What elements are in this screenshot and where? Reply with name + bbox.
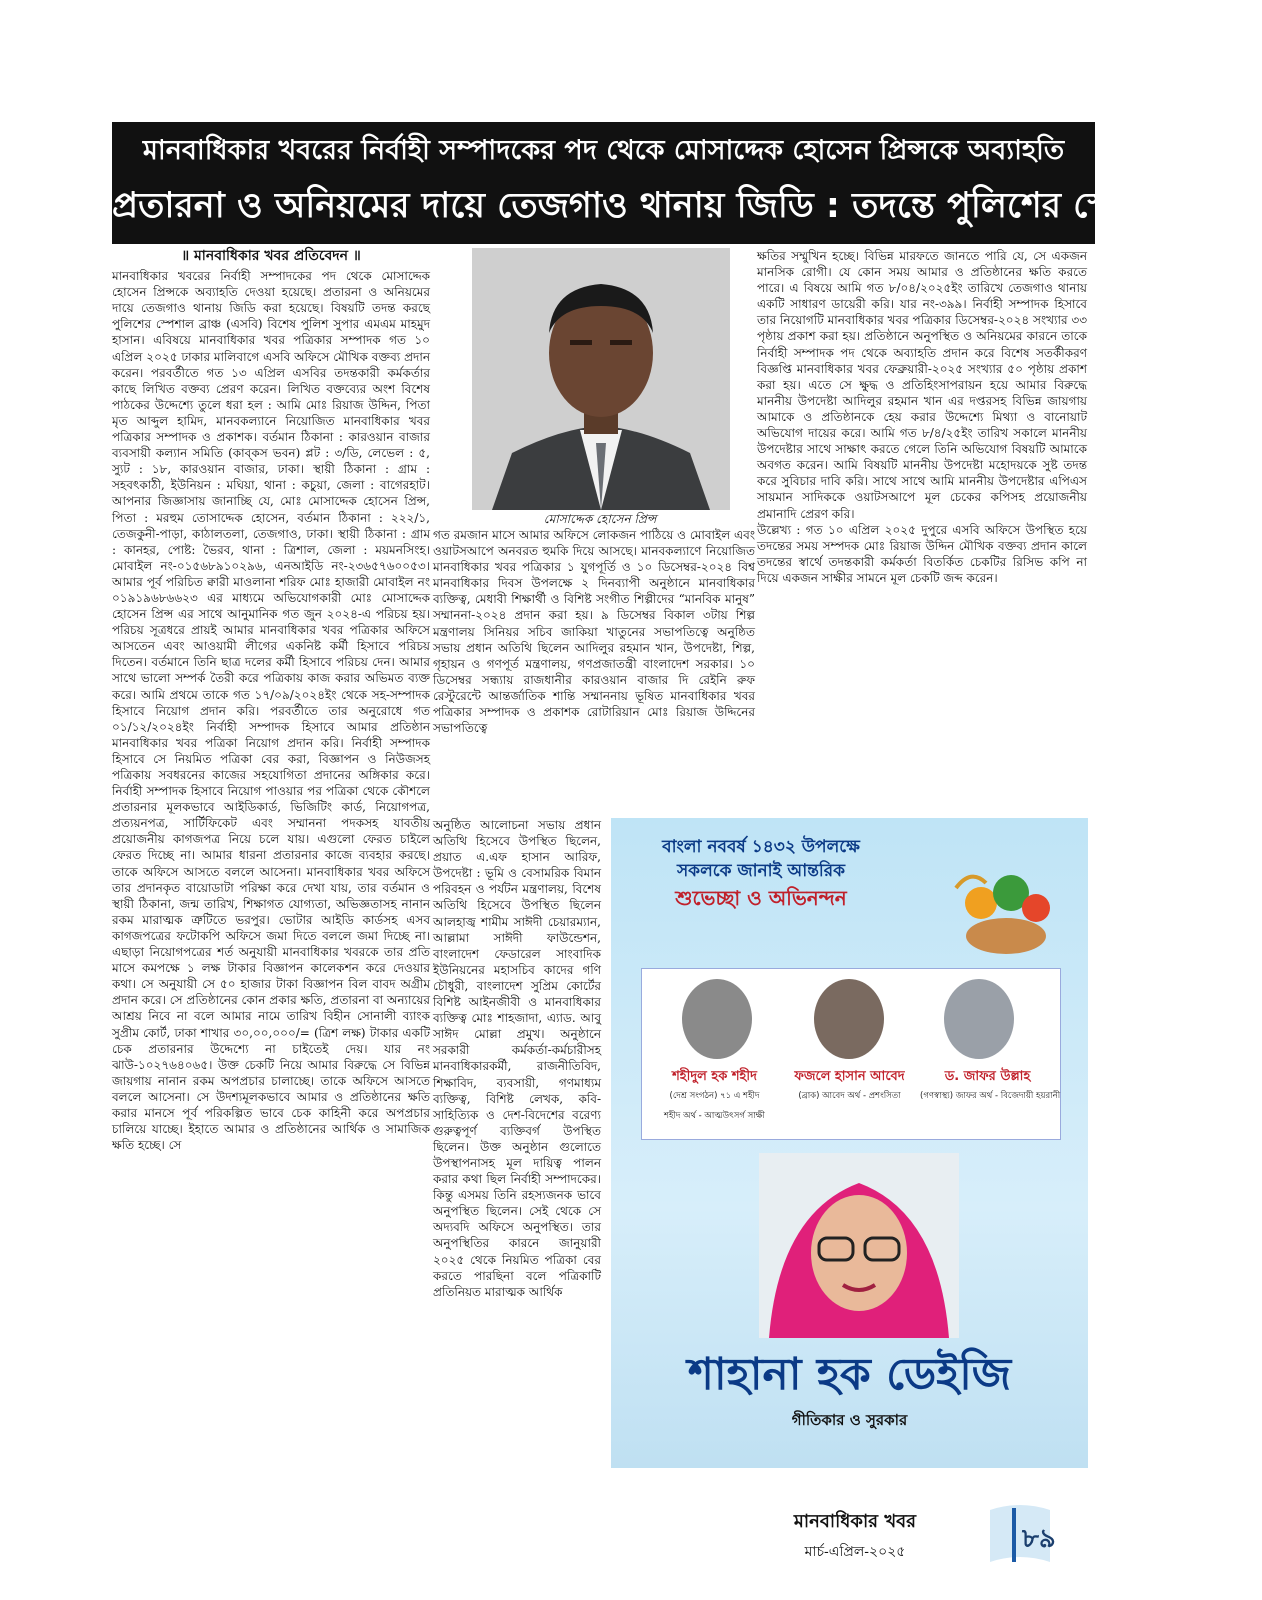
tribute-sub-1a: (দেশ্র সংগঠন) ৭১ এ শহীদ [669, 1091, 760, 1101]
column-2-text-narrow: অনুষ্ঠিত আলোচনা সভায় প্রধান অতিথি হিসেবে উপস্থিত ছিলেন, প্রয়াত এ.এফ হাসান আরিফ, উপদেষ্টা : ভূমি ও বেসামরিক বিমান পরিবহন ও পর্যটন মন্ত্রণালয়, বিশেষ অতিথি হিসেবে উপস্থিত ছিলেন আলহাজ্ব শামীম সাঈদী চেয়ারম্যান, আল্লামা সাঈদী ফাউন্ডেশন, বাংলাদেশ ফেডারেল সাংবাদিক ইউনিয়নের মহাসচিব কাদের গণি চৌধুরী, বাংলাদেশ সুপ্রিম কোর্টের বিশিষ্ট আইনজীবী ও মানবাধিকার ব্যক্তিত্ব মোঃ শাহজাদা, এ্যাড. আবু সাঈদ মোল্লা প্রমুখ। অনুষ্ঠানে সরকারী কর্মকর্তা-কর্মচারীসহ মানবাধিকারকর্মী, রাজনীতিবিদ, শিক্ষাবিদ, ব্যবসায়ী, গণমাধ্যম ব্যক্তিত্ব, বিশিষ্ট লেখক, কবি-সাহিত্যিক ও দেশ-বিদেশের বরেণ্য গুরুত্বপূর্ণ ব্যক্তিবর্গ উপস্থিত ছিলেন। উক্ত অনুষ্ঠান গুলোতে উপস্থাপনাসহ মূল দায়িত্ব পালন করার কথা ছিল নির্বাহী সম্পাদকের। কিন্তু এসময় তিনি রহস্যজনক ভাবে অনুপস্থিত ছিলেন। সেই থেকে সে অদ্যবদি অফিসে অনুপস্থিত। তার অনুপস্থিতির কারনে জানুয়ারী ২০২৫ থেকে নিয়মিত পত্রিকা বের করতে পারছিনা বলে পত্রিকাটি প্রতিনিয়ত মারাত্মক আর্থিক [433, 818, 601, 1299]
column-3-text-2: উল্লেখ্য : গত ১০ এপ্রিল ২০২৫ দুপুরে এসবি অফিসে উপস্থিত হয়ে তদন্তের সময় সম্পদক মোঃ রিয়াজ উদ্দিন মৌখিক বক্তব্য প্রদান কালে তদন্তের স্বার্থে তদন্তকারী কর্মকর্তা বিতর্কিত চেকটির রিসিভ কপি না দিয়ে একজন সাক্ষীর সামনে মূল চেকটি জব্দ করেন। [757, 522, 1087, 585]
tribute-name-1: শহীদুল হক শহীদ [672, 1069, 757, 1084]
portrait-photo [472, 248, 730, 510]
tribute-name-3: ড. জাফর উল্লাহ [944, 1069, 1031, 1084]
headline-line-1: মানবাধিকার খবরের নির্বাহী সম্পাদকের পদ থেকে মোসাদ্দেক হোসেন প্রিন্সকে অব্যাহতি [142, 135, 1065, 166]
tribute-sub-2: (ব্রাক) আবেদ অর্থ - প্রশংসিতা [798, 1091, 901, 1101]
byline: ॥ মানবাধিকার খবর প্রতিবেদন ॥ [181, 248, 361, 264]
article-column-3 [757, 248, 1087, 768]
tribute-sub-1b: শহীদ অর্থ - আত্মউৎসর্গ সাক্ষী [664, 1111, 765, 1121]
portrait-illustration [472, 248, 730, 510]
songwriter-name: শাহানা হক ডেইজি [687, 1349, 1012, 1400]
tribute-portrait-3 [944, 979, 1014, 1059]
photo-caption: মোসাদ্দেক হোসেন প্রিন্স [543, 512, 657, 526]
article-column-2-narrow [433, 817, 601, 1467]
page-number-block [990, 1500, 1090, 1570]
tribute-panel [641, 968, 1061, 1140]
headline-line-2: প্রতারনা ও অনিয়মের দায়ে তেজগাও থানায় জিডি : তদন্তে পুলিশের স্পেশাল ব্রাঞ্চ [112, 186, 1262, 226]
headline-banner [112, 122, 1262, 244]
tribute-portrait-1 [682, 979, 752, 1059]
issue-date: মার্চ-এপ্রিল-২০২৫ [804, 1544, 906, 1560]
column-1-text: মানবাধিকার খবরের নির্বাহী সম্পাদকের পদ থেকে মোসাদ্দেক হোসেন প্রিন্সকে অব্যাহতি দেওয়া হয়েছে। প্রতারনা ও অনিয়মের দায়ে তেজগাও থানায় জিডি করা হয়েছে। বিষয়টি তদন্ত করছে পুলিশের স্পেশাল ব্রাঞ্চ (এসবি) বিশেষ পুলিশ সুপার এমএম মাহমুদ হাসান। এবিষয়ে মানবাধিকার খবর পত্রিকার সম্পাদক গত ১০ এপ্রিল ২০২৫ ঢাকার মালিবাগে এসবি অফিসে মৌখিক বক্তব্য প্রদান করেন। পরবর্তীতে গত ১৩ এপ্রিল এসবির তদন্তকারী কর্মকর্তার কাছে লিখিত বক্তব্য প্রেরণ করেন। লিখিত বক্তব্যের অংশ বিশেষ পাঠকের উদ্দেশ্যে তুলে ধরা হল : আমি মোঃ রিয়াজ উদ্দিন, পিতা মৃত আব্দুল হামিদ, মানবকল্যানে নিয়োজিত মানবাধিকার খবর পত্রিকার সম্পাদক ও প্রকাশক। বর্তমান ঠিকানা : কারওয়ান বাজার ব্যবসায়ী কল্যান সমিতি (কাব্কস ভবন) প্লট : ৩/ডি, লেভেল : ৫, স্যুট : ১৮, কারওয়ান বাজার, ঢাকা। স্থায়ী ঠিকানা : গ্রাম : সহবৎকাঠী, ইউনিয়ন : মঘিয়া, থানা : কচুয়া, জেলা : বাগেরহাট। আপনার জিজ্ঞাসায় জানাচ্ছি যে, মোঃ মোসাদ্দেক হোসেন প্রিন্স, পিতা : মরহুম তোসাদ্দেক হোসেন, বর্তমান ঠিকানা : ২২২/১, তেজকুনী-পাড়া, কাঠালতলা, তেজগাও, ঢাকা। স্থায়ী ঠিকানা : গ্রাম : কানহর, পোষ্ট: ভৈরব, থানা : ত্রিশাল, জেলা : ময়মনসিংহ। মোবাইল নং-০১৫৬৮৯১০২৯৬, এনআইডি নং-২৩৬৫৭৬০০৫৩। আমার পূর্ব পরিচিত ক্বারী মাওলানা শরিফ মোঃ হাজারী মোবাইল নং ০১৯১৯৬৮৬৬২৩ এর মাধ্যমে অভিযোগকারী মোঃ মোসাদ্দেক হোসেন প্রিন্স এর সাথে আনুমানিক গত জুন ২০২৪-এ পরিচয় হয়। পরিচয় সূত্রধরে প্রায়ই আমার মানবাধিকার খবর পত্রিকার অফিসে আসতেন এবং আওয়ামী লীগের একনিষ্ট কর্মী হিসাবে পরিচয় দিতেন। বর্তমানে তিনি ছাত্র দলের কর্মী হিসাবে পরিচয় দেন। আমার সাথে ভালো সম্পর্ক তৈরী করে পত্রিকায় কাজ করার অভিমত ব্যক্ত করে। আমি প্রথমে তাকে গত ১৭/০৯/২০২৪ইং থেকে সহ-সম্পাদক হিসাবে নিয়োগ প্রদান করি। পরবর্তীতে তার অনুরোধে গত ০১/১২/২০২৪ইং নির্বাহী সম্পাদক হিসাবে আমার প্রতিষ্ঠান মানবাধিকার খবর পত্রিকা নিয়োগ প্রদান করি। নির্বাহী সম্পাদক হিসাবে সে নিয়মিত পত্রিকা বের করা, বিজ্ঞাপন ও নিউজসহ পত্রিকায় সবধরনের কাজের সহযোগিতা প্রদানের অঙ্গিকার করে। নির্বাহী সম্পাদক হিসাবে নিয়োগ পাওয়ার পর পত্রিকা থেকে কৌশলে প্রতারনার মূলকভাবে আইডিকার্ড, ভিজিটিং কার্ড, নিয়োগপত্র, প্রত্যয়নপত্র, সার্টিফিকেট এবং সম্মাননা পদকসহ যাবতীয় প্রয়োজনীয় কাগজপত্র নিয়ে চলে যায়। এগুলো ফেরত চাইলে ফেরত দিচ্ছে না। আমার ধারনা প্রতারনার কাজে ব্যবহার করছে। তাকে অফিসে আসতে বললে আসেনা। মানবাধিকার খবর অফিসে তার প্রদানকৃত বায়োডাটা পরিক্ষা করে দেখা যায়, তার বর্তমান ও স্থায়ী ঠিকানা, জন্ম তারিখ, শিক্ষাগত যোগ্যতা, অভিজ্ঞতাসহ নানান রকম মারাত্মক ত্রুটিতে ভরপুর। ভোটার আইডি কার্ডসহ এসব কাগজপত্রের ফটোকপি অফিসে জমা দিতে বললে জমা দিচ্ছে না। এছাড়া নিয়োগপত্রের শর্ত অনুযায়ী মানবাধিকার খবরকে তার প্রতি মাসে কমপক্ষে ১ লক্ষ টাকার বিজ্ঞাপন কালেকশন করে দেওয়ার কথা। সে অনুযায়ী সে ৫০ হাজার টাকা বিজ্ঞাপন বিল বাবদ অগ্রীম প্রদান করে। সে প্রতিষ্ঠানের কোন প্রকার ক্ষতি, প্রতারনা বা অন্যায়ের আশ্রয় নিবে না বলে আমার নামে তারিখ বিহীন সোনালী ব্যাংক সুপ্রীম কোর্ট, ঢাকা শাখার ৩০,০০,০০০/= (ত্রিশ লক্ষ) টাকার একটি চেক প্রতারনার উদ্দেশ্যে না চাইতেই দেয়। যার নং ঝাউ-১০২৭৬৪০৬৫। উক্ত চেকটি নিয়ে আমার বিরুদ্ধে সে বিভিন্ন জায়গায় নানান রকম অপপ্রচার চালাচ্ছে। তাকে অফিসে আসতে বললে আসেনা। সে উদশ্যমূলকভাবে আমার ও প্রতিষ্ঠানের ক্ষতি করার মানসে পূর্ব পরিকল্পিত ভাবে চেক কাহিনী করে অপপ্রচার চালিয়ে যাচ্ছে। ইহাতে আমার ও প্রতিষ্ঠানের আর্থিক ও সামাজিক ক্ষতি হচ্ছে। সে [112, 269, 430, 1153]
article-column-2-top [433, 527, 755, 817]
songwriter-title: গীতিকার ও সুরকার [791, 1411, 908, 1429]
ad-line-2: সকলকে জানাই আন্তরিক [676, 861, 846, 881]
page-number: ৮৯ [1022, 1524, 1056, 1554]
tribute-portrait-2 [814, 979, 884, 1059]
column-2-text-top: গত রমজান মাসে আমার অফিসে লোকজন পাঠিয়ে ও মোবাইল এবং ওয়াটসআপে অনবরত হুমকি দিয়ে আসছে। মানবকল্যাণে নিয়োজিত মানবাধিকার খবর পত্রিকার ১ যুগপূর্তি ও ১০ ডিসেম্বর-২০২৪ বিশ্ব মানবাধিকার দিবস উপলক্ষে ২ দিনব্যাপী অনুষ্ঠানে মানবাধিকার ব্যক্তিত্ব, মেধাবী শিক্ষার্থী ও বিশিষ্ট সংগীত শিল্পীদের “মানবিক মানুষ” সম্মাননা-২০২৪ প্রদান করা হয়। ৯ ডিসেম্বর বিকাল ৩টায় শিল্প মন্ত্রণালয় সিনিয়র সচিব জাকিয়া খাতুনের সভাপতিত্বে অনুষ্ঠিত সভায় প্রধান অতিথি ছিলেন আদিলুর রহমান খান, উপদেষ্টা, শিল্প, গৃহায়ন ও গণপূর্ত মন্ত্রণালয়, গণপ্রজাতন্ত্রী বাংলাদেশ সরকার। ১০ ডিসেম্বর সন্ধ্যায় রাজধানীর কারওয়ান বাজার দি রেইনি রুফ রেস্টুরেন্টে আন্তর্জাতিক শান্তি সম্মাননায় ভূষিত মানবাধিকার খবর পত্রিকার সম্পাদক ও প্রকাশক রোটারিয়ান মোঃ রিয়াজ উদ্দিনের সভাপতিত্বে [433, 528, 755, 736]
songwriter-portrait [759, 1153, 959, 1338]
column-3-text: ক্ষতির সম্মুখিন হচ্ছে। বিভিন্ন মারফতে জানতে পারি যে, সে একজন মানসিক রোগী। যে কোন সময় আমার ও প্রতিষ্ঠানের ক্ষতি করতে পারে। এ বিষয়ে আমি গত ৮/০৪/২০২৫ইং তারিখে তেজগাও থানায় একটি সাধারণ ডায়েরী করি। যার নং-৩৯৯। নির্বাহী সম্পাদক হিসাবে তার নিয়োগটি মানবাধিকার খবর পত্রিকার ডিসেম্বর-২০২৪ সংখ্যার ৩৩ পৃষ্ঠায় প্রকাশ করা হয়। প্রতিষ্ঠানে অনুপস্থিত ও অনিয়মের কারনে তাকে নির্বাহী সম্পাদক পদ থেকে অব্যাহতি প্রদান করে বিশেষ সতর্কীকরণ বিজ্ঞপ্তি মানবাধিকার খবর ফেব্রুয়ারী-২০২৫ সংখ্যার ৫০ পৃষ্ঠায় প্রকাশ করা হয়। এতে সে ক্ষুদ্ধ ও প্রতিহিংসাপরায়ন হয়ে আমার বিরুদ্ধে মাননীয় উপদেষ্টা আদিলুর রহমান খান এর দপ্তরসহ বিভিন্ন জায়গায় আমাকে ও প্রতিষ্ঠানকে হেয় করার উদ্দেশ্যে মিথ্যা ও বানোয়াট অভিযোগ দায়ের করে। আমি গত ৮/৪/২৫ইং তারিখ সকালে মাননীয় উপদেষ্টার সাথে সাক্ষাৎ করতে গেলে তিনি অভিযোগ বিষয়টি আমাকে অবগত করেন। আমি বিষয়টি মাননীয় উপদেষ্টা মহোদয়কে সুষ্ট তদন্ত করে সুবিচার দাবি করি। সাথে সাথে আমি মাননীয় উপদেষ্টার এপিএস সায়মান সাদিককে ওয়াটসআপে মূল চেকের কপিসহ প্রয়োজনীয় প্রমানাদি প্রেরণ করি। [757, 249, 1087, 521]
article-column-1 [112, 248, 430, 1498]
ad-line-1: বাংলা নববর্ষ ১৪৩২ উপলক্ষে [662, 837, 860, 857]
tribute-sub-3: (গণস্বাস্থ্য) জাফর অর্থ - বিজেদায়ী হয়রানী [920, 1091, 1061, 1101]
festival-pot-illustration [941, 858, 1071, 958]
ad-line-3: শুভেচ্ছা ও অভিনন্দন [675, 886, 847, 910]
tribute-name-2: ফজলে হাসান আবেদ [794, 1069, 905, 1084]
greeting-advertisement [611, 818, 1088, 1468]
magazine-logo: মানবাধিকার খবর [793, 1511, 917, 1532]
